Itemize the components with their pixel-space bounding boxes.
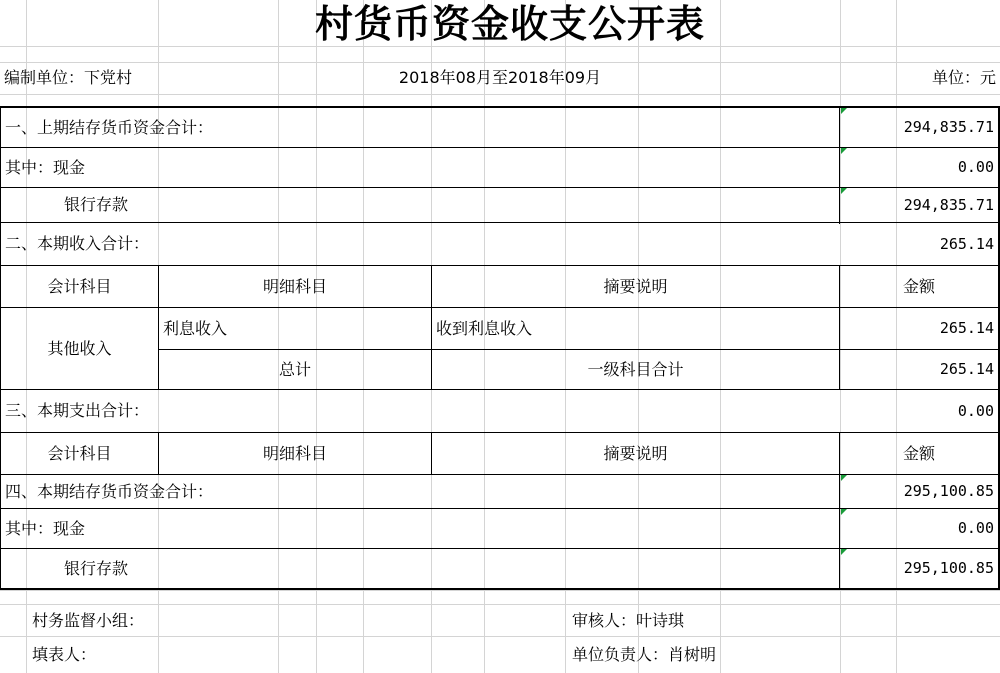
expense-header-detail: 明细科目: [262, 443, 327, 463]
opening-cash-value[interactable]: 0.00: [957, 158, 994, 176]
opening-bank-value[interactable]: 294,835.71: [903, 195, 994, 214]
preparer-label: 填表人：: [32, 644, 97, 664]
expense-total-value[interactable]: 0.00: [957, 401, 994, 420]
expense-header-summary: 摘要说明: [603, 443, 668, 463]
closing-cash-label: 其中：现金: [5, 518, 86, 538]
income-subtotal-desc: 一级科目合计: [587, 359, 684, 379]
manager-label: 单位负责人：肖树明: [572, 644, 717, 664]
opening-total-label: 一、上期结存货币资金合计：: [5, 117, 214, 137]
opening-bank-label: 银行存款: [64, 195, 129, 214]
opening-cash-label: 其中：现金: [5, 157, 86, 177]
unit-label: 编制单位：下党村: [4, 68, 133, 87]
column-header-account: 会计科目: [47, 276, 112, 296]
column-header-detail: 明细科目: [262, 276, 327, 296]
column-header-amount: 金额: [902, 276, 935, 296]
income-amount[interactable]: 265.14: [939, 319, 994, 337]
column-header-summary: 摘要说明: [603, 276, 668, 296]
income-total-value[interactable]: 265.14: [939, 234, 994, 253]
expense-total-label: 三、本期支出合计：: [5, 401, 150, 420]
expense-header-account: 会计科目: [47, 443, 112, 463]
income-summary[interactable]: 收到利息收入: [436, 318, 533, 338]
closing-cash-value[interactable]: 0.00: [957, 519, 994, 537]
page-title: 村货币资金收支公开表: [314, 1, 705, 46]
opening-total-value[interactable]: 294,835.71: [903, 118, 994, 136]
closing-bank-value[interactable]: 295,100.85: [903, 559, 994, 577]
closing-bank-label: 银行存款: [64, 558, 129, 578]
period-label: 2018年08月至2018年09月: [398, 68, 602, 87]
closing-total-label: 四、本期结存货币资金合计：: [5, 481, 214, 501]
income-detail[interactable]: 利息收入: [163, 318, 228, 338]
income-subtotal-label: 总计: [278, 359, 311, 379]
income-subtotal-amount[interactable]: 265.14: [939, 360, 994, 378]
income-total-label: 二、本期收入合计：: [5, 234, 150, 253]
auditor-label: 审核人：叶诗琪: [572, 610, 685, 630]
expense-header-amount: 金额: [902, 443, 935, 463]
supervision-group-label: 村务监督小组：: [32, 610, 145, 630]
income-account[interactable]: 其他收入: [47, 338, 112, 358]
currency-unit: 单位：元: [931, 68, 996, 87]
closing-total-value[interactable]: 295,100.85: [903, 482, 994, 500]
